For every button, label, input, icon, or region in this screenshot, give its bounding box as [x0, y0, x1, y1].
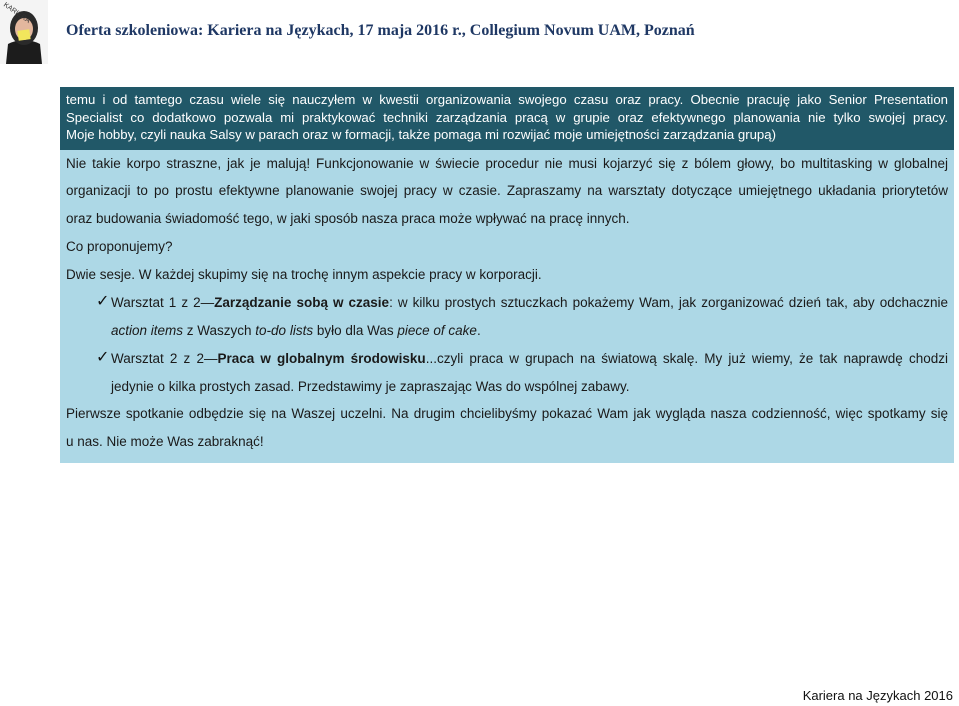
term-to-do-lists: to-do lists — [255, 323, 314, 338]
check-icon: ✓ — [96, 293, 110, 310]
workshop-1-text: z Waszych — [183, 323, 256, 338]
question-line: Co proponujemy? — [66, 239, 173, 254]
workshop-2-line-2: jedynie o kilka prostych zasad. Przedstawimy je zapraszając Was do wspólnej zabawy. — [111, 379, 630, 394]
workshop-2-desc: ...czyli praca w grupach na światową skalę. My już wiemy, że tak naprawdę chodzi — [425, 351, 948, 366]
workshop-2-line-1 — [111, 351, 948, 366]
content-panel — [60, 87, 954, 463]
workshop-1-line-1 — [111, 295, 948, 310]
term-piece-of-cake: piece of cake — [397, 323, 477, 338]
closing-line-1: Pierwsze spotkanie odbędzie się na Waszej uczelni. Na drugim chcielibyśmy pokazać Wam jak wygląda nasza codzienność, więc spotkamy się — [66, 406, 948, 421]
workshop-2-title: Praca w globalnym środowisku — [217, 351, 426, 366]
intro-line-3: Moje hobby, czyli nauka Salsy w parach oraz w formacji, także pomaga mi rozwijać moje umiejętności zarządzania grupą) — [66, 127, 776, 142]
paragraph-1-line-2: organizacji to po prostu efektywne planowanie swojej pracy w czasie. Zapraszamy na warsztaty dotyczące umiejętnego układania priorytetów — [66, 183, 948, 198]
intro-line-1: temu i od tamtego czasu wiele się nauczyłem w kwestii organizowania swojego czasu oraz pracy. Obecnie pracuję jako Senior Presentation — [66, 92, 948, 107]
paragraph-1-line-3: oraz budowania świadomość tego, w jaki sposób nasza praca może wpływać na pracę innych. — [66, 211, 630, 226]
workshop-1-prefix: Warsztat 1 z 2— — [111, 295, 215, 310]
footer-text: Kariera na Językach 2016 — [802, 688, 953, 703]
workshop-1-text: było dla Was — [313, 323, 398, 338]
logo-text: KARIERA — [1, 1, 32, 25]
intro-block — [60, 87, 954, 150]
closing-line-2: u nas. Nie może Was zabraknąć! — [66, 434, 264, 449]
workshop-1-desc: : w kilku prostych sztuczkach pokażemy Wam, jak zorganizować dzień tak, aby odchacznie — [389, 295, 948, 310]
sessions-line: Dwie sesje. W każdej skupimy się na trochę innym aspekcie pracy w korporacji. — [66, 267, 542, 282]
page-title: Oferta szkoleniowa: Kariera na Językach, 17 maja 2016 r., Collegium Novum UAM, Poznań — [66, 22, 695, 39]
workshop-1-text: . — [476, 323, 481, 338]
workshop-2-prefix: Warsztat 2 z 2— — [111, 351, 218, 366]
workshop-1-line-2 — [111, 323, 948, 338]
intro-line-2: Specialist co dodatkowo pozwala mi praktykować techniki zarządzania pracą w grupie oraz efektywnego planowania nie tylko swojej pracy. — [66, 110, 948, 125]
workshop-1-title: Zarządzanie sobą w czasie — [214, 295, 390, 310]
check-icon: ✓ — [96, 349, 110, 366]
kariera-logo — [0, 0, 48, 64]
term-action-items: action items — [111, 323, 184, 338]
paragraph-1-line-1: Nie takie korpo straszne, jak je malują! Funkcjonowanie w świecie procedur nie musi kojarzyć się z bólem głowy, bo multitasking w globalnej — [66, 156, 948, 171]
